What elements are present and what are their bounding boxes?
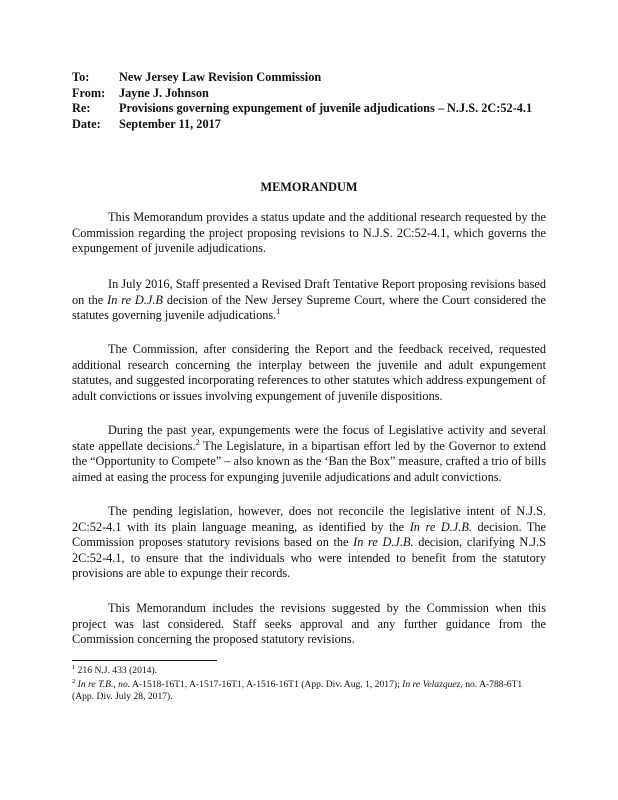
footnote-1 (72, 665, 546, 677)
to-label: To: (72, 70, 90, 84)
paragraph-1 (72, 210, 546, 257)
footnote-ref-1[interactable]: 1 (276, 307, 281, 317)
paragraph-6-text: This Memorandum includes the revisions suggested by the Commission when this project was last considered. Staff seeks approval and any further guidance from the Commission concerning the proposed statutory revisions. (72, 601, 546, 647)
paragraph-2-text-a: In July 2016, Staff presented a Revised Draft Tentative Report proposing revisions based on the (72, 277, 546, 307)
case-name-djb: In re D.J.B (107, 292, 163, 307)
footnote-2-number: 2 (72, 677, 76, 685)
paragraph-4 (72, 423, 546, 485)
footnote-2 (72, 679, 546, 703)
footnote-ref-2[interactable]: 2 (195, 437, 200, 447)
memo-header (72, 70, 542, 132)
case-name-djb-1: In re D.J.B. (409, 519, 472, 534)
paragraph-5-text-b: decision. The Commission proposes statutory revisions based on the (72, 519, 546, 550)
paragraph-1-text: This Memorandum provides a status update and the additional research requested by the Commission regarding the project proposing revisions to N.J.S. 2C:52-4.1, which governs the expungement of juvenile adjudications. (72, 210, 546, 256)
memorandum-title: MEMORANDUM (260, 180, 358, 194)
paragraph-5 (72, 504, 546, 582)
paragraph-3-text: The Commission, after considering the Report and the feedback received, requested additional research concerning the interplay between the juvenile and adult expungement statutes, and suggested incorporating references to other statutes which address expungement of adult convictions or issues involving expungement of juvenile dispositions. (72, 342, 546, 403)
footnote-2-text-a: A-1518-16T1, A-1517-16T1, A-1516-16T1 (App. Div. Aug. 1, 2017); (130, 679, 403, 690)
paragraph-2 (72, 277, 546, 324)
to-row (72, 70, 542, 86)
paragraph-5-text-c: decision, clarifying N.J.S 2C:52-4.1, to ensure that the individuals who were intended to benefit from the statutory provisions are able to expunge their records. (72, 535, 546, 581)
re-value: Provisions governing expungement of juvenile adjudications – N.J.S. 2C:52-4.1 (119, 101, 533, 116)
case-name-djb-2: In re D.J.B. (353, 535, 414, 550)
date-label: Date: (72, 116, 101, 131)
date-row (72, 117, 542, 133)
re-label: Re: (72, 101, 91, 116)
footnote-2-case-velazquez: In re Velazquez (402, 679, 461, 690)
footnote-divider (72, 660, 217, 661)
from-row (72, 86, 542, 102)
footnote-2-text-b: , no. A-788-6T1 (App. Div. July 28, 2017). (72, 679, 523, 702)
date-value: September 11, 2017 (119, 116, 221, 131)
from-value: Jayne J. Johnson (119, 85, 209, 100)
paragraph-4-text-b: The Legislature, in a bipartisan effort led by the Governor to extend the “Opportunity to Compete” – also known as the ‘Ban the Box” measure, crafted a trio of bills aimed at easing the process for expunging juvenile adjudications and adult convictions. (72, 438, 546, 484)
paragraph-2-text-b: decision of the New Jersey Supreme Court, where the Court considered the statutes governing juvenile adjudications. (72, 292, 546, 323)
from-label: From: (72, 85, 106, 100)
paragraph-3 (72, 342, 546, 404)
footnote-1-text: 216 N.J. 433 (2014). (75, 665, 158, 676)
to-value: New Jersey Law Revision Commission (119, 70, 322, 84)
paragraph-4-text-a: During the past year, expungements were the focus of Legislative activity and several state appellate decisions. (72, 423, 546, 453)
re-row (72, 101, 542, 117)
footnote-2-case-tb: In re T.B., no. (77, 679, 131, 690)
footnote-1-number: 1 (72, 663, 76, 671)
paragraph-5-text-a: The pending legislation, however, does not reconcile the legislative intent of N.J.S. 2C:52-4.1 with its plain language meaning, as identified by the (72, 504, 546, 534)
paragraph-6 (72, 601, 546, 648)
